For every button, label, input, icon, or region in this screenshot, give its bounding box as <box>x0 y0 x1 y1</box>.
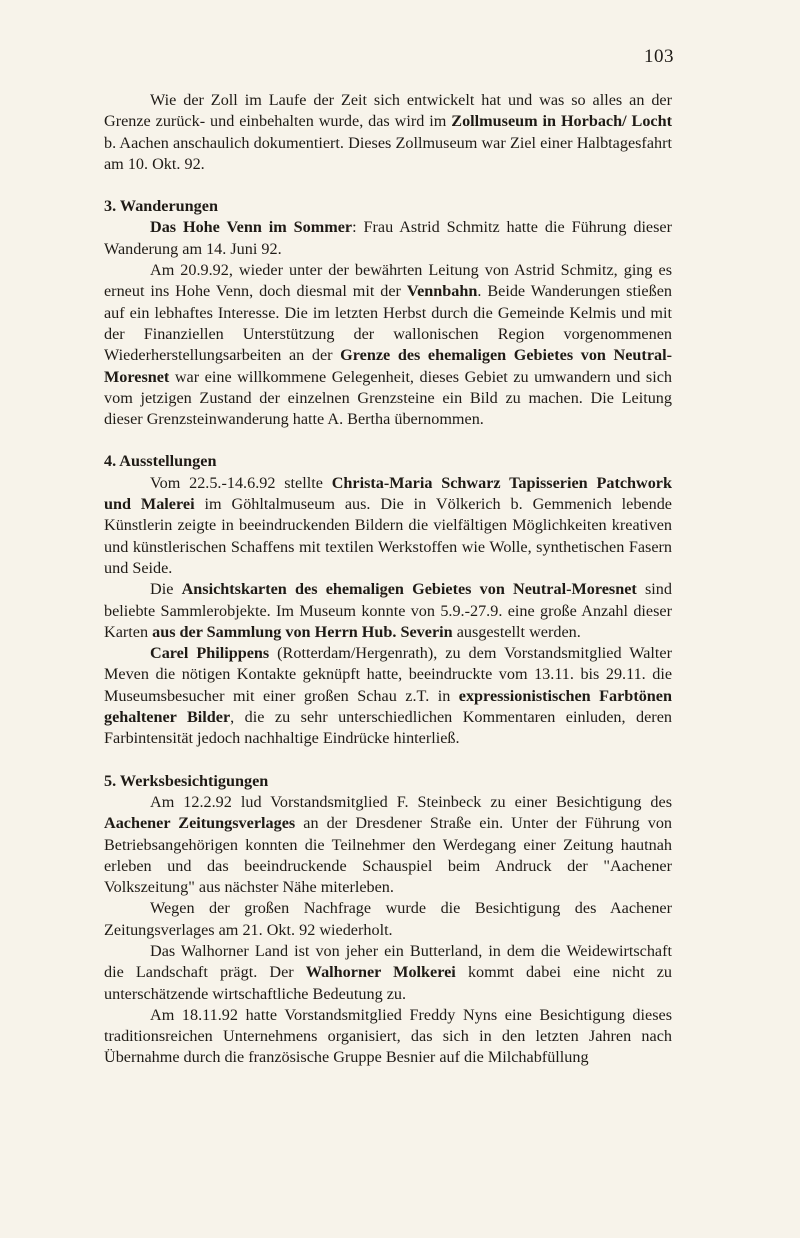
text-run: Am 12.2.92 lud Vorstandsmitglied F. Steinbeck zu einer Besichtigung des <box>150 792 672 811</box>
bold-term: Carel Philippens <box>150 644 270 663</box>
bold-term: Vennbahn <box>406 282 478 301</box>
text-run: . Beide Wanderungen stießen auf ein lebhaftes Interesse. Die im letzten Herbst durch die Gemeinde Kelmis und mit der Finanziellen Unterstützung der wallonischen Region vorgenommenen Wiederherstellungsarbeiten an der <box>104 282 672 365</box>
bold-term: Zollmuseum in Horbach/ Locht <box>451 112 672 131</box>
text-run: an der Dresdener Straße ein. Unter der Führung von Betriebsangehörigen konnten die Teilnehmer den Werdegang einer Zeitung hautnah erleben und das beeindruckende Schauspiel beim Andruck der "Aachener Volkszeitung" aus nächster Nähe miterleben. <box>104 814 673 897</box>
text-run: b. Aachen anschaulich dokumentiert. Dieses Zollmuseum war Ziel einer Halbtagesfahrt am 10. Okt. 92. <box>104 133 672 173</box>
text-run: : Frau Astrid Schmitz hatte die Führung dieser Wanderung am 14. Juni 92. <box>104 218 672 258</box>
text-run: war eine willkommene Gelegenheit, dieses Gebiet zu umwandern und sich vom jetzigen Zustand der einzelnen Grenzsteine ein Bild zu machen. Die Leitung dieser Grenzsteinwanderung hatte A. Bertha übernommen. <box>104 367 672 429</box>
text-run: im Göhltalmuseum aus. Die in Völkerich b. Gemmenich lebende Künstlerin zeigte in beeindruckenden Bildern die vielfältigen Möglichkeiten kreativen und künstlerischen Schaffens mit textilen Werkstoffen wie Wolle, synthetischen Fasern und Seide. <box>104 495 672 577</box>
text-run: Vom 22.5.-14.6.92 stellte <box>150 473 332 492</box>
text-run: kommt dabei eine nicht zu unterschätzende wirtschaftliche Bedeutung zu. <box>104 963 672 1003</box>
section-heading: 3. Wanderungen <box>104 197 218 216</box>
bold-term: Christa-Maria Schwarz Tapisserien Patchwork und Malerei <box>104 473 672 514</box>
bold-term: Aachener Zeitungsverlages <box>104 814 296 833</box>
bold-term: Das Hohe Venn im Sommer <box>150 218 353 237</box>
bold-term: Ansichtskarten des ehemaligen Gebietes von Neutral-Moresnet <box>181 580 637 599</box>
paragraph <box>104 643 672 749</box>
paragraph <box>104 579 672 643</box>
bold-term: Walhorner Molkerei <box>305 963 456 982</box>
text-run: ausgestellt werden. <box>452 622 581 641</box>
bold-term: Grenze des ehemaligen Gebietes von Neutral-Moresnet <box>104 346 672 386</box>
section-heading: 5. Werksbesichtigungen <box>104 771 269 790</box>
section-wanderungen <box>104 196 672 430</box>
paragraph: Wegen der großen Nachfrage wurde die Besichtigung des Aachener Zeitungsverlages am 21. Okt. 92 wiederholt. <box>104 899 672 939</box>
bold-term: aus der Sammlung von Herrn Hub. Severin <box>152 622 453 641</box>
paragraph: Am 18.11.92 hatte Vorstandsmitglied Freddy Nyns eine Besichtigung dieses traditionsreichen Unternehmens organisiert, das sich in den letzten Jahren nach Übernahme durch die französische Gruppe Besnier auf die Milchabfüllung <box>104 1005 672 1067</box>
text-run: , die zu sehr unterschiedlichen Kommentaren einluden, deren Farbintensität jedoch nachhaltige Eindrücke hinterließ. <box>104 708 672 748</box>
section-werksbesichtigungen <box>104 771 672 1069</box>
page-body <box>104 90 672 1069</box>
paragraph <box>104 260 672 430</box>
paragraph <box>104 941 672 1005</box>
bold-term: expressionistischen Farbtönen gehaltener Bilder <box>104 686 672 727</box>
paragraph <box>104 473 672 579</box>
text-run: sind beliebte Sammlerobjekte. Im Museum konnte von 5.9.-27.9. eine große Anzahl dieser Karten <box>104 580 672 641</box>
text-run: Wie der Zoll im Laufe der Zeit sich entwickelt hat und was so alles an der Grenze zurück- und einbehalten wurde, das wird im <box>104 91 672 131</box>
text-run: Das Walhorner Land ist von jeher ein Butterland, in dem die Weidewirtschaft die Landschaft prägt. Der <box>104 941 672 982</box>
text-run: Am 20.9.92, wieder unter der bewährten Leitung von Astrid Schmitz, ging es erneut ins Hohe Venn, doch diesmal mit der <box>104 261 672 301</box>
text-run: (Rotterdam/Hergenrath), zu dem Vorstandsmitglied Walter Meven die nötigen Kontakte geknüpft hatte, beeindruckte vom 13.11. bis 29.11. die Museumsbesucher mit einer großen Schau z.T. in <box>104 644 672 705</box>
text-run: Die <box>150 580 182 599</box>
section-heading: 4. Ausstellungen <box>104 452 217 471</box>
intro-paragraph <box>104 90 672 175</box>
page-number: 103 <box>644 46 674 67</box>
paragraph <box>104 792 672 898</box>
section-ausstellungen <box>104 451 672 749</box>
paragraph <box>104 217 672 260</box>
